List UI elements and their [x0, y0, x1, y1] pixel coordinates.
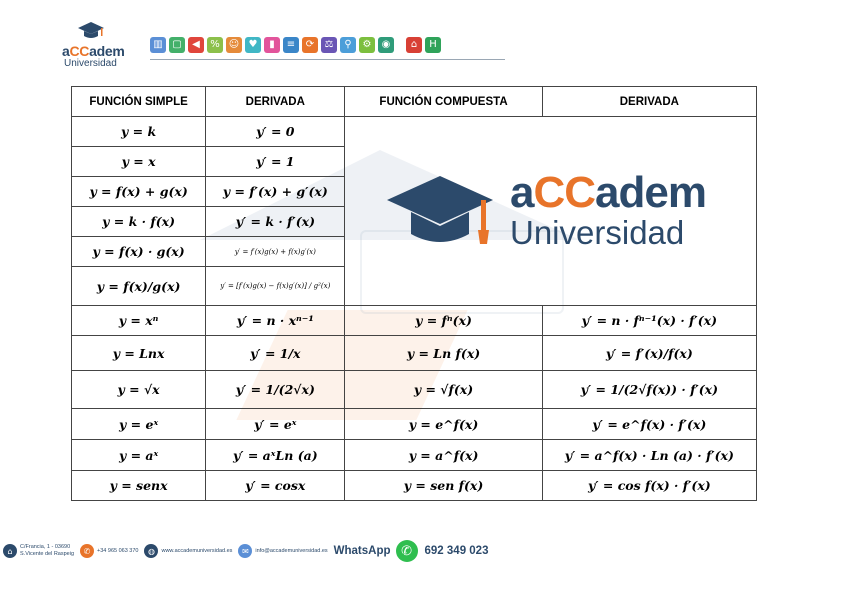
- formula-cell: y′ = a^f(x) · Ln (a) · f′(x): [542, 440, 756, 471]
- watermark-brand-name: aCCadem: [510, 168, 706, 217]
- megaphone-icon: ◀: [188, 37, 204, 53]
- scales-icon: ⚖: [321, 37, 337, 53]
- formula-cell: y′ = 1/(2√f(x)) · f′(x): [542, 371, 756, 409]
- logo-subtitle: Universidad: [64, 58, 117, 69]
- search-icon: ⚲: [340, 37, 356, 53]
- formula-cell: y′ = k · f′(x): [206, 207, 345, 237]
- formula-cell: y′ = aˣLn (a): [206, 440, 345, 471]
- category-icons: [150, 37, 441, 53]
- table-row: [72, 471, 757, 501]
- formula-cell: y = sen f(x): [345, 471, 542, 501]
- formula-cell: y′ = e^f(x) · f′(x): [542, 409, 756, 440]
- formula-cell: y′ = cosx: [206, 471, 345, 501]
- header-cell: FUNCIÓN SIMPLE: [72, 87, 206, 117]
- table-row: [72, 371, 757, 409]
- formula-cell: y = f′(x) + g′(x): [206, 177, 345, 207]
- gear-icon: ⚙: [359, 37, 375, 53]
- header-cell: FUNCIÓN COMPUESTA: [345, 87, 542, 117]
- website-link[interactable]: www.accademuniversidad.es: [161, 548, 233, 554]
- phone-icon: ✆: [80, 544, 94, 558]
- table-row: [72, 306, 757, 336]
- logo-area-cell: [345, 117, 757, 306]
- formula-cell: y = aˣ: [72, 440, 206, 471]
- table-row: [72, 440, 757, 471]
- formula-cell: y′ = 1/x: [206, 336, 345, 371]
- formula-cell: y′ = 0: [206, 117, 345, 147]
- monitor-icon: ▢: [169, 37, 185, 53]
- header-divider: [150, 59, 505, 60]
- percent-icon: %: [207, 37, 223, 53]
- formula-cell: y = k · f(x): [72, 207, 206, 237]
- formula-cell: y = Lnx: [72, 336, 206, 371]
- phone-number[interactable]: +34 965 063 370: [97, 548, 139, 554]
- logo-name: aCCadem: [62, 43, 125, 59]
- whatsapp-number[interactable]: 692 349 023: [424, 545, 489, 557]
- formula-cell: y = √x: [72, 371, 206, 409]
- formula-cell: y = a^f(x): [345, 440, 542, 471]
- formula-cell: y′ = [f′(x)g(x) − f(x)g′(x)] / g²(x): [206, 267, 345, 306]
- email-icon: ✉: [238, 544, 252, 558]
- formula-cell: y = Ln f(x): [345, 336, 542, 371]
- formula-cell: y = f(x) + g(x): [72, 177, 206, 207]
- formula-cell: y = x: [72, 147, 206, 177]
- accadem-logo: [56, 22, 130, 72]
- email-link[interactable]: info@accademuniversidad.es: [255, 548, 328, 554]
- chart-icon: ▥: [150, 37, 166, 53]
- formula-cell: y′ = n · fⁿ⁻¹(x) · f′(x): [542, 306, 756, 336]
- formula-cell: y = f(x) · g(x): [72, 237, 206, 267]
- header-cell: DERIVADA: [206, 87, 345, 117]
- derivatives-table: [71, 86, 757, 501]
- formula-cell: y′ = n · xⁿ⁻¹: [206, 306, 345, 336]
- formula-cell: y′ = 1: [206, 147, 345, 177]
- formula-cell: y′ = f′(x)g(x) + f(x)g′(x): [206, 237, 345, 267]
- formula-cell: y = xⁿ: [72, 306, 206, 336]
- formula-cell: y′ = cos f(x) · f′(x): [542, 471, 756, 501]
- contact-footer: [0, 539, 488, 563]
- location-icon: ⌂: [3, 544, 17, 558]
- document-icon: ≡: [283, 37, 299, 53]
- formula-cell: y = f(x)/g(x): [72, 267, 206, 306]
- museum-icon: ⌂: [406, 37, 422, 53]
- cycle-icon: ⟳: [302, 37, 318, 53]
- formula-cell: y = fⁿ(x): [345, 306, 542, 336]
- hospital-icon: H: [425, 37, 441, 53]
- header-cell: DERIVADA: [542, 87, 756, 117]
- formula-cell: y′ = 1/(2√x): [206, 371, 345, 409]
- graduation-cap-icon: [78, 22, 104, 40]
- formula-cell: y′ = eˣ: [206, 409, 345, 440]
- heart-icon: ♥: [245, 37, 261, 53]
- person-icon: ☺: [226, 37, 242, 53]
- whatsapp-label: WhatsApp: [333, 545, 391, 557]
- formula-cell: y = e^f(x): [345, 409, 542, 440]
- table-row: [72, 117, 757, 147]
- formula-cell: y = senx: [72, 471, 206, 501]
- formula-cell: y = k: [72, 117, 206, 147]
- table-header-row: [72, 87, 757, 117]
- formula-cell: y = √f(x): [345, 371, 542, 409]
- table-row: [72, 336, 757, 371]
- watermark-subtitle: Universidad: [510, 214, 685, 251]
- bottle-icon: ▮: [264, 37, 280, 53]
- globe-icon: ◉: [378, 37, 394, 53]
- formula-cell: y = eˣ: [72, 409, 206, 440]
- table-row: [72, 409, 757, 440]
- address: C/Francia, 1 - 03690 S.Vicente del Raspeig: [20, 544, 75, 557]
- formula-cell: y′ = f′(x)/f(x): [542, 336, 756, 371]
- web-icon: ◍: [144, 544, 158, 558]
- whatsapp-icon[interactable]: ✆: [396, 540, 418, 562]
